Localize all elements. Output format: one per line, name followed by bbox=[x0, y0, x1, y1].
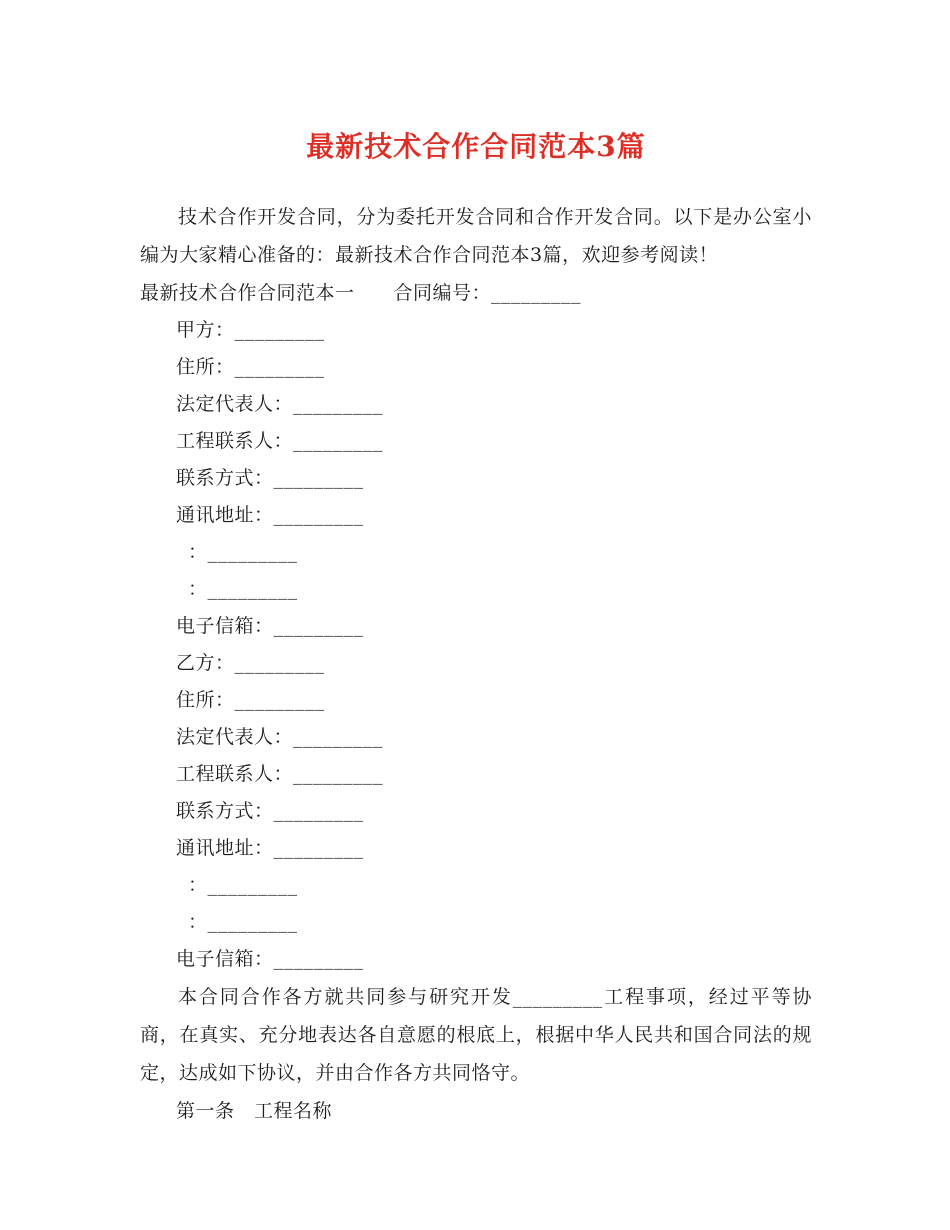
form-line-blank-label-a-1: ：_________ bbox=[188, 541, 298, 563]
form-line-party-b: 乙方：_________ bbox=[176, 652, 325, 674]
form-line-mailing-address-a: 通讯地址：_________ bbox=[176, 504, 364, 526]
form-line-residence-b: 住所：_________ bbox=[176, 689, 325, 711]
form-line-residence-a: 住所：_________ bbox=[176, 356, 325, 378]
document-title: 最新技术合作合同范本3篇 bbox=[306, 130, 646, 163]
form-line-blank-label-a-2: ：_________ bbox=[188, 578, 298, 600]
form-line-legal-rep-b: 法定代表人：_________ bbox=[176, 726, 384, 748]
form-line-project-contact-b: 工程联系人：_________ bbox=[176, 763, 384, 785]
intro-paragraph: 技术合作开发合同，分为委托开发合同和合作开发合同。以下是办公室小编为大家精心准备的：最新技术合作合同范本3篇，欢迎参考阅读！ bbox=[140, 206, 812, 266]
template-one-heading: 最新技术合作合同范本一 合同编号：_________ bbox=[140, 282, 582, 304]
form-line-contact-method-b: 联系方式：_________ bbox=[176, 800, 364, 822]
form-line-legal-rep-a: 法定代表人：_________ bbox=[176, 393, 384, 415]
form-line-email-a: 电子信箱：_________ bbox=[176, 615, 364, 637]
form-line-blank-label-b-1: ：_________ bbox=[188, 874, 298, 896]
form-line-mailing-address-b: 通讯地址：_________ bbox=[176, 837, 364, 859]
form-line-contact-method-a: 联系方式：_________ bbox=[176, 467, 364, 489]
article-1-heading: 第一条 工程名称 bbox=[176, 1100, 333, 1122]
form-line-email-b: 电子信箱：_________ bbox=[176, 948, 364, 970]
form-line-project-contact-a: 工程联系人：_________ bbox=[176, 430, 384, 452]
form-line-blank-label-b-2: ：_________ bbox=[188, 911, 298, 933]
form-line-party-a: 甲方：_________ bbox=[176, 319, 325, 341]
closing-paragraph: 本合同合作各方就共同参与研究开发_________工程事项，经过平等协商，在真实、充分地表达各自意愿的根底上，根据中华人民共和国合同法的规定，达成如下协议，并由合作各方共同恪守。 bbox=[140, 986, 812, 1084]
